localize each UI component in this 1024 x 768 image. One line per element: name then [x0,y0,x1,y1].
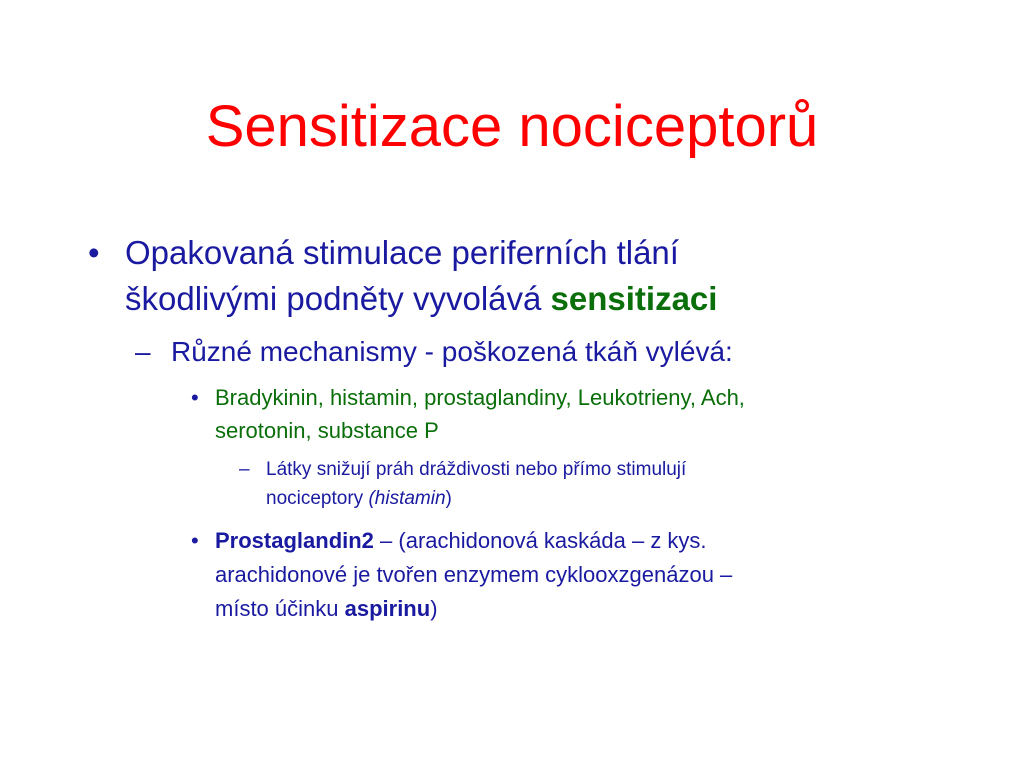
bullet-3a-line-2: serotonin, substance P [215,418,439,443]
bullet-4-line-2 [266,484,452,514]
slide-title: Sensitizace nociceptorů [205,94,819,159]
bullet-1-line-1: Opakovaná stimulace periferních tlání [125,234,679,271]
sensitizaci-emphasis: sensitizaci [550,280,718,317]
bullet-3b-dot: • [191,528,199,553]
prostaglandin2-bold: Prostaglandin2 [215,528,374,553]
sub-bullet-text: Různé mechanismy - poškozená tkáň vylévá: [171,336,733,367]
bullet-3b-line-2: arachidonové je tvořen enzymem cyklooxzgenázou – [215,562,733,587]
sub-bullet-dash: – [135,336,151,367]
bullet-4-line-1: Látky snižují práh dráždivosti nebo přímo stimulují [266,459,687,480]
bullet-3b-close: ) [430,596,438,621]
bullet-4-close: ) [445,488,452,509]
aspirinu-bold: aspirinu [344,596,431,621]
bullet-3b-line-3-text: místo účinku [215,596,345,621]
bullet-3a-line-1: Bradykinin, histamin, prostaglandiny, Leukotrieny, Ach, [215,385,745,410]
bullet-4-dash: – [239,459,250,480]
bullet-1-line-2 [125,276,717,322]
bullet-4-line-2-text: nociceptory [266,488,369,509]
bullet-dot: • [88,234,100,271]
bullet-3a-dot: • [191,385,199,410]
histamin-italic: (histamin [368,488,446,509]
bullet-3b-line-1 [215,524,707,558]
bullet-3b-line-1-text: – (arachidonová kaskáda – z kys. [373,528,707,553]
bullet-1-line-2-text: škodlivými podněty vyvolává [125,280,551,317]
bullet-3b-line-3 [215,592,438,626]
